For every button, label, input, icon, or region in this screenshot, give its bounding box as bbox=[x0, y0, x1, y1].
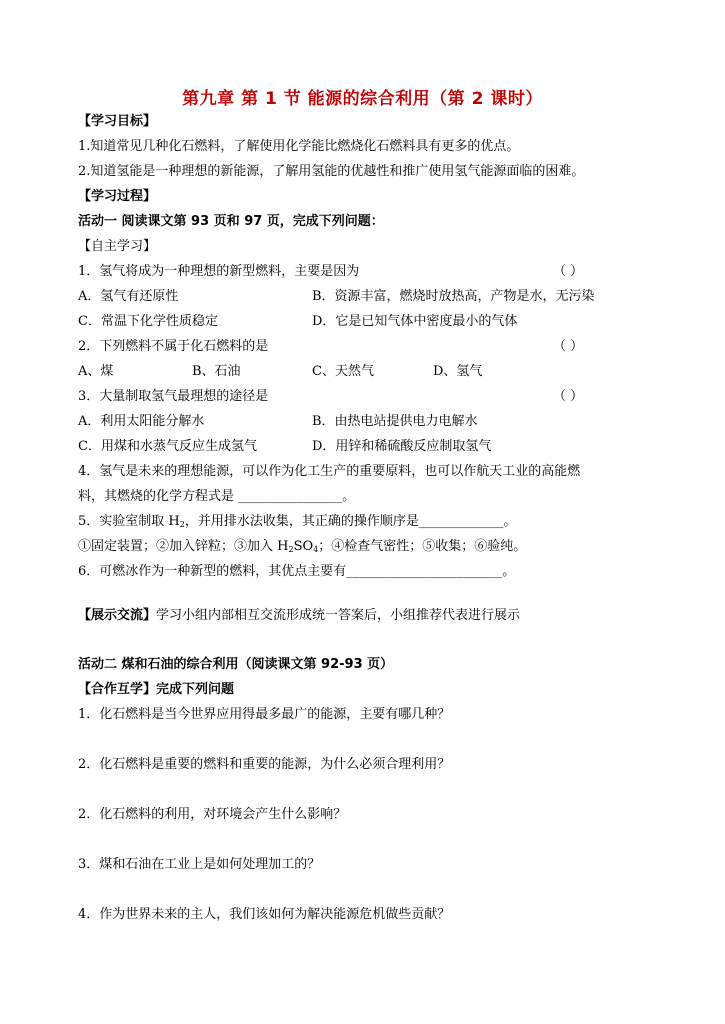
self-study-heading: 【自主学习】 bbox=[78, 239, 157, 254]
q2-option-a: A、煤 bbox=[78, 364, 114, 379]
goals-heading: 【学习目标】 bbox=[78, 114, 157, 129]
q5-line-2 bbox=[78, 539, 526, 558]
q1-option-c: C．常温下化学性质稳定 bbox=[78, 314, 218, 329]
activity2-question-1: 1．化石燃料是当今世界应用得最多最广的能源，主要有哪几种？ bbox=[78, 707, 451, 722]
q2-answer-blank: （ ） bbox=[553, 339, 584, 354]
q5-line-2-text-a: ①固定装置；②加入锌粒；③加入 H bbox=[78, 539, 289, 554]
coop-heading: 【合作互学】完成下列问题 bbox=[78, 682, 235, 697]
activity2-question-5: 4．作为世界未来的主人，我们该如何为解决能源危机做些贡献？ bbox=[78, 907, 451, 922]
q1-answer-blank: （ ） bbox=[553, 264, 584, 279]
q5-line-2-subscript-2: 4 bbox=[313, 545, 319, 554]
q3-option-a: A．利用太阳能分解水 bbox=[78, 414, 205, 429]
activity2-question-3: 2．化石燃料的利用，对环境会产生什么影响？ bbox=[78, 807, 347, 822]
activity2-question-4: 3．煤和石油在工业上是如何处理加工的？ bbox=[78, 857, 321, 872]
q5-line-1-text-a: 5．实验室制取 H bbox=[78, 514, 180, 529]
q5-line-1-text-b: ，并用排水法收集，其正确的操作顺序是_____________。 bbox=[184, 514, 517, 529]
q2-option-c: C、天然气 bbox=[312, 364, 374, 379]
q1-option-d: D．它是已知气体中密度最小的气体 bbox=[312, 314, 518, 329]
page-title: 第九章 第 1 节 能源的综合利用（第 2 课时） bbox=[182, 89, 543, 109]
q3-option-b: B．由热电站提供电力电解水 bbox=[312, 414, 478, 429]
q3-option-d: D．用锌和稀硫酸反应制取氢气 bbox=[312, 439, 492, 454]
process-heading: 【学习过程】 bbox=[78, 189, 157, 204]
activity1-heading: 活动一 阅读课文第 93 页和 97 页，完成下列问题： bbox=[78, 214, 384, 229]
q4-line-2: 料，其燃烧的化学方程式是 ________________。 bbox=[78, 489, 356, 504]
q1-stem: 1．氢气将成为一种理想的新型燃料，主要是因为 bbox=[78, 264, 360, 279]
q5-line-2-text-c: ；④检查气密性；⑤收集；⑥验纯。 bbox=[318, 539, 527, 554]
q1-option-a: A．氢气有还原性 bbox=[78, 289, 179, 304]
goal-item-2: 2.知道氢能是一种理想的新能源，了解用氢能的优越性和推广使用氢气能源面临的困难。 bbox=[78, 164, 585, 179]
q3-option-c: C．用煤和水蒸气反应生成氢气 bbox=[78, 439, 257, 454]
goal-item-1: 1.知道常见几种化石燃料，了解使用化学能比燃烧化石燃料具有更多的优点。 bbox=[78, 139, 520, 154]
q6-line: 6．可燃冰作为一种新型的燃料，其优点主要有________________________。 bbox=[78, 564, 516, 579]
q5-line-1-subscript: 2 bbox=[179, 520, 185, 529]
exchange-line bbox=[78, 608, 520, 624]
activity2-heading: 活动二 煤和石油的综合利用（阅读课文第 92-93 页） bbox=[78, 657, 394, 672]
q1-option-b: B．资源丰富，燃烧时放热高，产物是水，无污染 bbox=[312, 289, 595, 304]
q2-option-d: D、氢气 bbox=[433, 364, 483, 379]
q5-line-1 bbox=[78, 514, 516, 533]
exchange-text: 学习小组内部相互交流形成统一答案后，小组推荐代表进行展示 bbox=[156, 608, 521, 623]
q2-stem: 2．下列燃料不属于化石燃料的是 bbox=[78, 339, 269, 354]
q3-stem: 3．大量制取氢气最理想的途径是 bbox=[78, 389, 269, 404]
activity2-question-2: 2．化石燃料是重要的燃料和重要的能源，为什么必须合理利用？ bbox=[78, 757, 451, 772]
q5-line-2-subscript-1: 2 bbox=[288, 545, 294, 554]
q2-option-b: B、石油 bbox=[192, 364, 241, 379]
q4-line-1: 4．氢气是未来的理想能源，可以作为化工生产的重要原料，也可以作航天工业的高能燃 bbox=[78, 464, 581, 479]
q3-answer-blank: （ ） bbox=[553, 389, 584, 404]
q5-line-2-text-b: SO bbox=[293, 539, 314, 554]
exchange-heading: 【展示交流】 bbox=[78, 608, 157, 623]
